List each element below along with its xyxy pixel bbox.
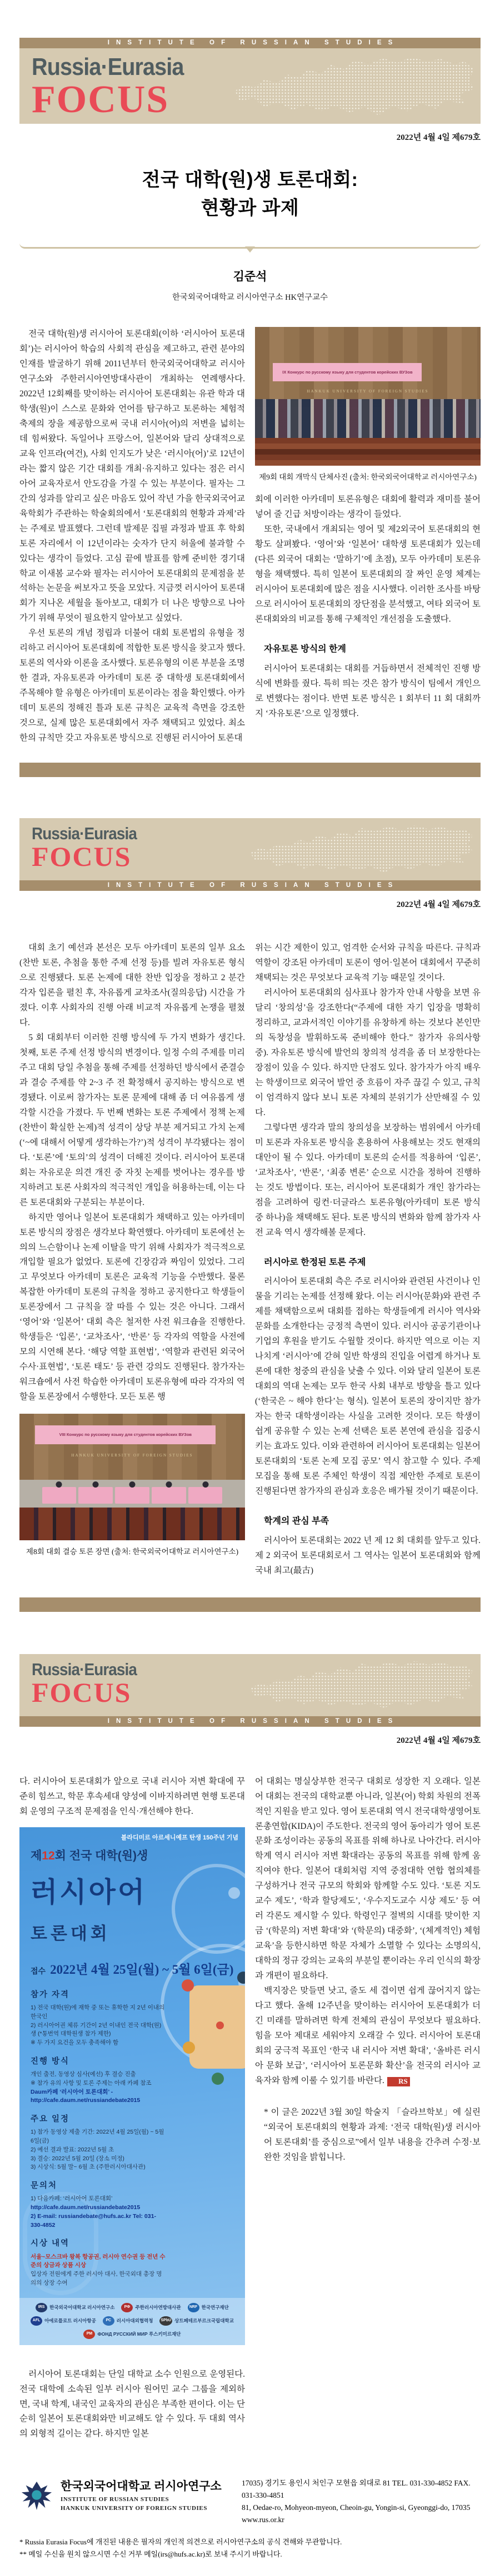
article-title <box>0 166 500 223</box>
section-heading: 시상 내역 <box>31 2239 70 2249</box>
page1-columns <box>19 327 481 746</box>
footer-org-name-kr: 한국외국어대학교 러시아연구소 <box>61 2480 222 2493</box>
section-heading: 자유토론 방식의 한계 <box>264 644 346 654</box>
body-paragraph: 3) 결승: 2022년 5월 20일 (장소 미정) <box>31 2155 124 2162</box>
body-paragraph: 러시아어 토론대회는 단일 대학교 소수 인원으로 운영된다. 전국 대학에 소속된 일부 러시아 원어민 교수 그룹을 제외하면, 국내 학계, 내국인 교육자의 관심은 부족한 편이다. 이는 단순히 일본어 토론대회와만 비교해도 알 수 있다. 두 대회 역사의 외형적 길이는 같다. 하지만 일본 <box>19 2369 245 2439</box>
sponsor-logo <box>83 2330 181 2339</box>
brand-logo <box>32 824 148 873</box>
footer-org-block <box>19 2477 222 2513</box>
page1-left-column <box>19 327 245 746</box>
body-paragraph: 위는 시간 제한이 있고, 엄격한 순서와 규칙을 따른다. 규칙과 역할이 강조된 아카데미 토론이 영어·일본어 대회에서 꾸준히 채택되는 것은 무엇보다 교육적 기능 때문일 것이다. <box>255 943 481 983</box>
poster-sections <box>31 1988 166 2288</box>
page-1 <box>0 0 500 777</box>
irs-eagle-emblem-icon <box>19 2478 54 2513</box>
brand-russia-eurasia: Russia·Eurasia <box>32 824 137 844</box>
page1-end-bar <box>19 763 481 777</box>
body-paragraph: 1) 전국 대학(원)에 재학 중 또는 휴학한 지 2년 이내의 한국인 <box>31 2004 165 2020</box>
institute-bar <box>19 880 481 891</box>
body-paragraph: 1) 참가 동영상 제출 기간: 2022년 4월 25일(월) ~ 5월 6일(금) <box>31 2129 164 2145</box>
page2-right-column <box>255 941 481 1578</box>
sponsor-logo-label: 러시아대외협력청 <box>116 2317 153 2323</box>
sponsor-logo-label: 한국외국어대학교 러시아연구소 <box>49 2304 115 2310</box>
russia-dot-map-graphic <box>251 1660 473 1713</box>
brand-focus: FOCUS <box>32 1676 132 1708</box>
sponsor-logo <box>31 2316 96 2326</box>
page3-right-column <box>255 1775 481 2442</box>
footer-notes <box>19 2536 481 2560</box>
brand-logo <box>32 1661 148 1706</box>
sponsor-logo <box>121 2303 181 2312</box>
sponsor-logo-icon: РФ <box>121 2303 133 2312</box>
poster-link[interactable]: 2) E-mail: russiandebate@hufs.ac.kr Tel: 031-330-4852 <box>31 2212 156 2229</box>
brand-russia-eurasia: Russia·Eurasia <box>32 53 184 80</box>
body-paragraph: ※ 참가 유의 사항 및 토론 주제는 아래 카페 참조 <box>31 2079 152 2086</box>
spacer <box>0 746 500 763</box>
footer-org-en-line1: INSTITUTE OF RUSSIAN STUDIES <box>61 2496 169 2503</box>
newsletter-footer <box>19 2477 481 2525</box>
issue-date: 2022년 4월 4일 제679호 <box>396 1736 481 1745</box>
poster-title-line1 <box>31 1846 235 1867</box>
final-debate-photo-figure <box>19 1414 245 1558</box>
closing-paragraph <box>255 1984 481 2089</box>
poster-title-main: 러시아어 <box>31 1877 147 1908</box>
photo-caption: 제9회 대회 개막식 단체사진 (출처: 한국외국어대학교 러시아연구소) <box>259 473 477 481</box>
poster-apply-label: 접수 <box>31 1966 46 1975</box>
sponsor-logo-icon: РМ <box>83 2330 95 2339</box>
issue-date: 2022년 4월 4일 제679호 <box>396 900 481 910</box>
institute-bar-label: INSTITUTE OF RUSSIAN STUDIES <box>107 39 399 46</box>
poster-title-number: 12 <box>42 1849 55 1862</box>
poster-link[interactable]: Daum카페 ‘러시아어 토론대회’ - http://cafe.daum.net/russiandebate2015 <box>31 2088 141 2104</box>
sponsor-logo-label: ФОНД РУССКИЙ МИР 루스키미르재단 <box>97 2331 181 2337</box>
page-2 <box>0 818 500 1611</box>
sponsor-logo <box>188 2303 229 2312</box>
institute-bar <box>19 38 481 48</box>
title-divider-graphic <box>19 239 481 249</box>
body-paragraph: 3) 시상식: 5월 말~ 6월 초 (주한러시아대사관) <box>31 2164 146 2171</box>
panelist-table <box>115 1487 149 1504</box>
page-3 <box>0 1654 500 2560</box>
closing-paragraph-text: 백지장은 맞들면 낫고, 줄도 세 겹이면 쉽게 끊어지지 않는다고 했다. 올해 12주년을 맞이하는 러시아어 토론대회가 더 긴 미래를 말하려면 학계 전체의 관심이 무엇보다 필요하다. 힘을 모아 제대로 세워야지 오래갈 수 있다. 러시아어 토론대회의 궁극적 목표인 ‘한국 내 러시아 저변 확대’, ‘올바른 러시아 문화 보급’, ‘러시아어 토론문화 확산’을 전국의 러시아 교육자와 함께 이룰 수 있기를 바란다. <box>255 1986 481 2085</box>
body-paragraph: 입상자 전원에게 주한 러시아 대사, 한국외대 총장 명의의 상장 수여 <box>31 2271 162 2286</box>
body-paragraph: ※ 두 가지 요건을 모두 충족해야 함 <box>31 2039 119 2046</box>
body-paragraph: 개인 출전, 동영상 심사(예선) 후 결승 진출 <box>31 2071 136 2078</box>
page1-right-column <box>255 327 481 746</box>
masthead-band <box>19 48 481 124</box>
panelist-table <box>152 1487 186 1504</box>
body-paragraph: 그렇다면 생각과 말의 창의성을 보장하는 범위에서 아카데미 토론과 자유토론 방식을 혼용하여 사용해보는 것도 현재의 대안이 될 수 있다. 아카데미 토론의 순서를 적용하여 ‘입론’, ‘교차조사’, ‘반론’, ‘최종 변론’ 순으로 시간을 정하여 진행하는 것도 방법이다. 또는, 러시아어 토론대회가 개인 참가라는 점을 고려하여 링컨·더글라스 토론유형(아카데미 토론 방식 중 하나)을 채택해도 된다. 토론 방식의 변화와 함께 참가자 사전 교육 역시 생각해볼 문제다. <box>255 1122 481 1237</box>
body-paragraph: 2) 예선 결과 발표: 2022년 5월 초 <box>31 2146 114 2153</box>
top-whitespace <box>0 0 500 38</box>
russia-dot-map-graphic <box>235 55 474 120</box>
masthead-band <box>19 1654 481 1716</box>
body-paragraph: 2) 러시아어권 체류 기간이 2년 이내인 전국 대학(원)생 (*통번역 대학원생 참가 제한) <box>31 2022 162 2038</box>
section-heading: 주요 일정 <box>31 2115 70 2124</box>
sponsor-logo-label: 주한러시아연방대사관 <box>135 2304 181 2310</box>
footer-address-en: 81, Oedae-ro, Mohyeon-myeon, Cheoin-gu, Yongin-si, Gyeonggi-do, 17035 www.rus.or.kr <box>242 2503 471 2524</box>
photo-desks <box>255 438 481 466</box>
panelist-table <box>42 1487 77 1504</box>
sponsor-logo-icon: AFL <box>31 2316 42 2326</box>
page2-columns <box>19 941 481 1578</box>
body-paragraph: 또한, 국내에서 개최되는 영어 및 제2외국어 토론대회의 현황도 살펴봤다. ‘영어’와 ‘일본어’ 대학생 토론대회가 있는데(다른 외국어 대회는 ‘말하기’에 초점), 모두 아카데미 토론유형을 채택했다. 특히 일본어 토론대회의 잘 짜인 운영 체계는 러시아어 토론대회에 많은 점을 시사했다. 이러한 조사를 바탕으로 러시아어 토론대회의 장단점을 분석했고, 여타 외국어 토론대회와의 비교를 통해 구체적인 개선점을 도출했다. <box>255 525 481 624</box>
page3-left-after-poster <box>19 2367 245 2442</box>
footer-note-unsubscribe: ** 메일 수신을 원치 않으시면 수신 거부 메일(irs@hufs.ac.kr)로 보내 주시기 바랍니다. <box>19 2549 282 2558</box>
body-paragraph: 우선 토론의 개념 정립과 더불어 대회 토론법의 유형을 정리하고 러시아어 토론대회에 적합한 토론 방식을 찾고자 했다. 토론의 역사와 이론을 조사했다. 토론유형의 이론 부분을 조명한 결과, 자유토론과 아카데미 토론 중 대학생 토론대회에서 주목해야 할 유형은 아카데미 토론이라는 점을 확인했다. 아카데미 토론의 정해진 틀과 토론 규칙은 교육적 측면을 강조한 것으로, 실제 많은 토론대회에서 자주 채택되고 있었다. 최소한의 규칙만 갖고 자유토론 방식으로 진행된 러시아어 토론대 <box>19 628 245 743</box>
author-affiliation: 한국외국어대학교 러시아연구소 HK연구교수 <box>172 293 328 302</box>
article-title-line1: 전국 대학(원)생 토론대회: <box>142 169 358 190</box>
body-paragraph: 전국 대학(원)생 러시아어 토론대회(이하 ‘러시아어 토론대회’)는 러시아어 학습의 사회적 관심을 제고하고, 관련 분야의 인재를 발굴하기 위해 2011년부터 한국외국어대학교 러시아연구소와 주한러시아연방대사관이 개최하는 연례행사다. 2022년 12회째를 맞이하는 러시아어 토론대회는 유관 학과 대학생(원)이 스스로 문화와 언어를 탐구하고 토론하는 체험적 축제의 장을 제공함으로써 국내 러시아(어)의 저변을 넓히는 데 힘써왔다. 독일어나 프랑스어, 일본어와 달리 상대적으로 교육 인프라(여건), 사회 인지도가 낮은 ‘러시아(어)’로 12년이라는 짧지 않은 기간 대회를 개최·유지하고 있다는 점은 러시아어 교육자로서 안도감을 가질 수 있는 부분이다. 필자는 그간의 성과를 알리고 싶은 마음도 있어 작년 가을 한국외국어교육학회가 주관하는 학술회의에서 ‘토론대회의 현황과 과제’라는 주제로 발표했다. 그런데 발제문 집필 과정과 발표 후 학회 토론 자리에서 이 12년이라는 숫자가 단지 허울에 불과할 수 있다는 생각이 들었다. 고심 끝에 발표를 함께 준비한 경기대학교 이새봄 교수와 필자는 러시아어 토론대회의 문제점을 분석하는 논문을 써보자고 뜻을 모았다. 지금껏 러시아어 토론대회가 지나온 세월을 돌아보고, 대회가 더 나은 방향으로 나아가기 위해 무엇이 필요한지 알아보고 싶었다. <box>19 329 245 623</box>
poster-apply-period: 2022년 4월 25일(월) ~ 5월 6일(금) <box>50 1962 234 1977</box>
article-title-line2: 현황과 과제 <box>201 198 299 219</box>
section-heading: 진행 방식 <box>31 2056 70 2066</box>
body-paragraph: 다. 러시아어 토론대회가 앞으로 국내 러시아 저변 확대에 꾸준히 힘쓰고, 학문 후속세대 양성에 이바지하려면 현행 토론대회 운영의 구조적 문제점을 인식·개선해야 한다. <box>19 1776 245 1816</box>
brand-focus: FOCUS <box>32 78 169 121</box>
body-paragraph: 5 회 대회부터 이러한 진행 방식에 두 가지 변화가 생긴다. 첫째, 토론 주제 선정 방식의 변경이다. 일정 수의 주제를 미리 주고 대회 당일 추첨을 통해 주제를 선정하던 방식에서 준결승과 결승 주제를 약 2~3 주 전 확정해서 공지하는 방식으로 변경됐다. 이로써 참가자는 토론 문제에 대해 좀 더 여유롭게 생각할 시간을 가졌다. 두 번째 변화는 토론 주제에서 정책 논제(찬반이 확실한 논제)적 성격이 상당 부분 제거되고 가치 논제(‘~에 대해서 어떻게 생각하는가?’)적 성격이 부각됐다는 점이다. ‘토론’에 ‘토의’의 성격이 더해진 것이다. 러시아어 토론대회는 자유로운 의견 개진 중 자칫 논제를 벗어나는 경우를 방지하려고 토론 사회자의 적극적인 개입을 허용하는데, 이는 다른 토론대회와 구분되는 부분이다. <box>19 1032 245 1207</box>
page3-left-column <box>19 1775 245 2442</box>
page3-left-intro <box>19 1775 245 1819</box>
body-paragraph: 하지만 영어나 일본어 토론대회가 채택하고 있는 아카데미 토론 방식의 장점은 생각보다 확연했다. 아카데미 토론에선 논의의 느슨함이나 논제 이탈을 막기 위해 사회자가 적극적으로 개입할 필요가 없었다. 토론에 긴장감과 짜임이 있었다. 그리고 무엇보다 아카데미 토론은 교육적 기능을 수반했다. 물론 복잡한 아카데미 토론의 규칙을 정하고 공지한다고 학생들이 토론장에서 그 규칙을 잘 따를 수 있는 것은 아니다. 그래서 ‘영어’와 ‘일본어’ 대회 측은 철저한 사전 워크숍을 진행한다. 학생들은 ‘입론’, ‘교차조사’, ‘반론’ 등 각자의 역할을 사전에 모의 시연해 본다. ‘해당 역할 표현법’, ‘역할과 관련된 외국어 수사·표현법’, ‘토론 태도’ 등 관련 강의도 진행된다. 참가자는 워크숍에서 사전 학습한 아카데미 토론유형에 따라 각자의 역할을 토론장에서 수행한다. 모든 토론 행 <box>19 1212 245 1402</box>
institute-bar-label: INSTITUTE OF RUSSIAN STUDIES <box>107 1717 399 1725</box>
page1-right-text <box>255 492 481 721</box>
sponsor-logo <box>103 2316 153 2326</box>
page2-end-bar <box>19 1597 481 1612</box>
opening-ceremony-photo-figure <box>255 327 481 483</box>
sponsor-logo-icon: IRS <box>36 2303 47 2312</box>
photo-audience <box>19 1508 245 1540</box>
masthead-band <box>19 818 481 880</box>
poster-link[interactable]: http://cafe.daum.net/russiandebate2015 <box>31 2204 141 2211</box>
panelist-table <box>78 1487 113 1504</box>
body-paragraph: 러시아어 토론대회는 2022 년 제 12 회 대회를 앞두고 있다. 제 2 외국어 토론대회로서 그 역사는 일본어 토론대회와 함께 국내 최고(最古) <box>255 1535 481 1575</box>
poster-sponsor-logos <box>19 2298 245 2345</box>
section-heading: 문의처 <box>31 2181 58 2191</box>
body-paragraph: 1) 다음카페: ‘러시아어 토론대회’ <box>31 2195 113 2202</box>
footer-address <box>242 2477 481 2525</box>
page2-left-column <box>19 941 245 1578</box>
photo-banner: IX Конкурс по русскому языку для студентов корейских ВУЗов <box>273 363 422 381</box>
sponsor-logo-icon: NRF <box>188 2303 199 2312</box>
photo-wall-text: HANKUK UNIVERSITY OF FOREIGN STUDIES <box>71 1453 193 1458</box>
body-paragraph: 회에 이러한 아카데미 토론유형은 대회에 활력과 재미를 불어넣어 줄 긴급 처방이라는 생각이 들었다. <box>255 495 481 520</box>
body-paragraph: 대회 초기 예선과 본선은 모두 아카데미 토론의 일부 요소(찬반 토론, 추첨을 통한 주제 선정 등)를 빌려 자유토론 형식으로 진행됐다. 토론 논제에 대한 찬반 입장을 정하고 2 분간 각자 입론을 펼친 후, 자유롭게 교차조사(질의응답) 시간을 가졌다. 이후 사회자의 진행 아래 비교적 자유롭게 논쟁을 펼쳤다. <box>19 943 245 1027</box>
poster-content <box>19 1827 245 2292</box>
sponsor-logo <box>159 2316 233 2326</box>
poster-title-suffix: 회 전국 대학(원)생 <box>54 1849 148 1862</box>
final-debate-photo <box>19 1414 245 1540</box>
brand-logo <box>32 55 201 119</box>
page3-right-text <box>255 1775 481 1984</box>
rs-end-mark: RS <box>387 2077 410 2086</box>
body-paragraph: 러시아어 토론대회는 대회를 거듭하면서 전체적인 진행 방식에 변화를 줬다. 특히 띄는 것은 참가 방식이 팀에서 개인으로 변했다는 점이다. 반면 토론 방식은 1 회부터 11 회 대회까지 ‘자유토론’으로 일정했다. <box>255 664 481 718</box>
sponsor-logo-label: 한국연구재단 <box>201 2304 229 2310</box>
debate-competition-poster <box>19 1827 245 2345</box>
body-paragraph: 러시아어 토론대회의 심사표나 참가자 안내 사항을 보면 유달리 ‘창의성’을 강조한다(“주제에 대한 자기 입장을 명확히 정리하고, 교과서적인 이야기를 유창하게 하는 것보다 본인만의 독창성을 발휘하도록 준비해야 한다.” 참가자 유의사항 중). 자유토론 방식에 발언의 창의적 성격을 좀 더 보장한다는 장점이 있을 수 있다. 하지만 단점도 있다. 참가자가 아직 배우는 학생이므로 외국어 발언 중 흐름이 자주 끊길 수 있고, 규칙이 엄격하지 않다 보니 토론 자체의 분위기가 산만해질 수 있다. <box>255 988 481 1117</box>
section-heading: 러시아로 한정된 토론 주제 <box>264 1257 366 1267</box>
author-name: 김준석 <box>233 270 267 283</box>
issue-date: 2022년 4월 4일 제679호 <box>396 133 481 142</box>
body-paragraph: 러시아어 토론대회 측은 주로 러시아와 관련된 사건이나 인물을 기리는 논제를 선정해 왔다. 이는 러시아(문화)와 관련 주제를 채택함으로써 대회를 접하는 학생들에게 러시아 역사와 문화를 소개한다는 긍정적 측면이 있다. 러시아 공공기관이나 기업의 후원을 받기도 수월할 것이다. 하지만 역으로 이는 지나치게 ‘러시아’에 갇혀 일반 학생의 진입을 어렵게 하거나 토론에 대한 청중의 관심을 낮출 수 있다. 이와 달리 일본어 토론대회의 역대 논제는 모두 한국 사회 내부로 방향을 틀고 있다(‘한국은 ~ 해야 한다’는 형식). 일본어 토론의 장이지만 참가자는 한국 대학생이라는 사실을 고려한 것이다. 모든 학생이 쉽게 공유할 수 있는 논제 선택은 토론 본연에 관심을 집중시키는 효과도 있다. 이와 관련하여 러시아어 토론대회는 일본어 토론대회의 ‘토론 논제 모집 공모’ 역시 참고할 수 있다. 주제 모집을 통해 토론 주체인 학생이 직접 제안한 주제로 토론이 진행된다면 참가자의 관심과 호응은 배가될 것이기 때문이다. <box>255 1277 481 1496</box>
photo-panel-tables <box>42 1487 223 1504</box>
poster-ribbon: 블라디미르 아르세니예프 탄생 150주년 기념 <box>121 1834 238 1841</box>
institute-bar-label: INSTITUTE OF RUSSIAN STUDIES <box>107 882 399 889</box>
footer-address-kr: 17035) 경기도 용인시 처인구 모현읍 외대로 81 TEL. 031-330-4852 FAX. 031-330-4851 <box>242 2479 471 2500</box>
body-paragraph: 어 대회는 명실상부한 전국구 대회로 성장한 지 오래다. 일본어 대회는 전국의 대학교뿐 아니라, 일본(어) 학회 차원의 전폭적인 지원을 받고 있다. 영어 토론대회 역시 전국대학생영어토론총연합(KIDA)이 주도한다. 전국의 영어 동아리가 영어 토론문화 조성이라는 공동의 목표를 위해 하나로 나아간다. 러시아 학계 역시 러시아 저변 확대라는 공동의 목표를 위해 함께 움직여야 한다. 일본어 대회처럼 지역 중점대학 연합 협의체를 구성하거나 전국 규모의 학회와 함께할 수도 있다. ‘토론 지도교수 제도’, ‘학과 할당제도’, ‘우수지도교수 시상 제도’ 등 여러 각론도 제시할 수 있다. 학령인구 절벽의 시대를 맞이한 지금 ‘(학문의) 저변 확대’와 ‘(학문의) 대중화’, ‘(체계적인) 체험 교육’을 등한시하면 학문 자체가 소멸할 수 있다는 소명의식, 대학의 정규 강의는 교육의 부분일 뿐이라는 우리 인식의 확장과 개편이 필요하다. <box>255 1776 481 1981</box>
footer-org-names <box>61 2477 222 2513</box>
poster-title-prefix: 제 <box>31 1849 42 1862</box>
poster-apply-row <box>31 1959 235 1981</box>
article-footnote: * 이 글은 2022년 3월 30일 학술지 「슬라브학보」에 실린 “외국어 토론대회의 현황과 과제: ‘전국 대학(원)생 러시아어 토론대회’를 중심으로”에서 일부 내용을 간추려 수정·보완한 것임을 밝힙니다. <box>264 2107 481 2162</box>
section-heading: 참가 자격 <box>31 1990 70 1999</box>
sponsor-logo-label: 상트페테르부르크국립대학교 <box>174 2317 234 2323</box>
photo-caption: 제8회 대회 결승 토론 장면 (출처: 한국외국어대학교 러시아연구소) <box>26 1547 239 1556</box>
russia-dot-map-graphic <box>251 824 473 877</box>
body-paragraph: 서울~모스크바 왕복 항공권, 러시아 연수권 등 전년 수준의 상금과 상품 시상 <box>31 2253 166 2269</box>
photo-banner: VIII Конкурс по русскому языку для студентов корейских ВУЗов <box>35 1425 216 1444</box>
opening-ceremony-photo <box>255 327 481 466</box>
footer-org-name-en <box>61 2496 222 2513</box>
sponsor-logo <box>36 2303 114 2312</box>
institute-bar <box>19 1716 481 1727</box>
panelist-table <box>188 1487 223 1504</box>
brand-russia-eurasia: Russia·Eurasia <box>32 1659 137 1679</box>
poster-title-sub: 토론대회 <box>31 1924 111 1944</box>
photo-crowd <box>255 399 481 441</box>
sponsor-logo-label: 아에로플로트 러시아항공 <box>44 2317 96 2323</box>
section-heading: 학계의 관심 부족 <box>264 1516 329 1526</box>
sponsor-logo-icon: РС <box>103 2316 114 2326</box>
page2-left-text <box>19 941 245 1405</box>
page3-columns <box>19 1775 481 2442</box>
footer-org-en-line2: HANKUK UNIVERSITY OF FOREIGN STUDIES <box>61 2505 208 2512</box>
brand-focus: FOCUS <box>32 841 132 873</box>
sponsor-logo-icon: SPbU <box>159 2316 172 2326</box>
spacer <box>0 1579 500 1597</box>
photo-wall-text: HANKUK UNIVERSITY OF FOREIGN STUDIES <box>307 389 429 394</box>
footer-note-disclaimer: * Russia Eurasia Focus에 개진된 내용은 필자의 개인적 의견으로 러시아연구소의 공식 견해와 무관합니다. <box>19 2537 342 2546</box>
